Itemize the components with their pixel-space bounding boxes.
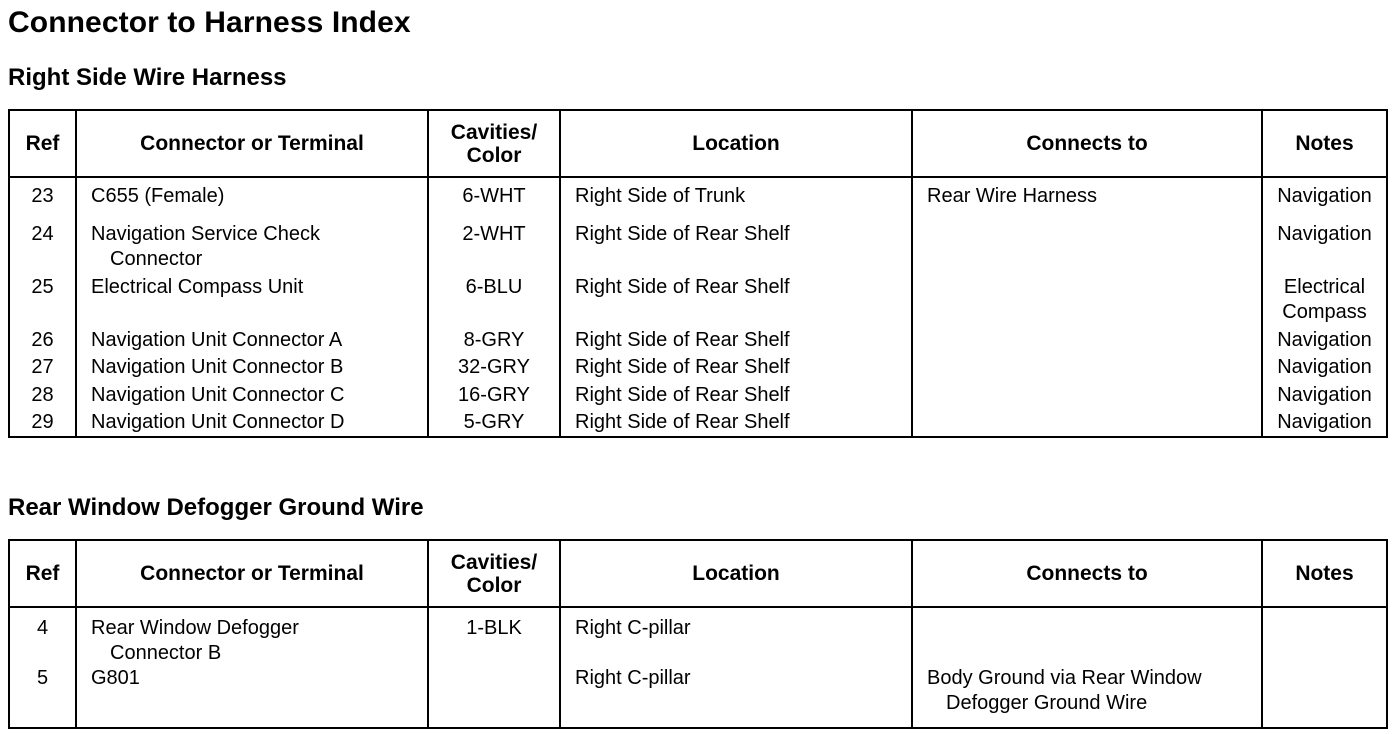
location-cell (560, 607, 912, 666)
col-header-location: Location (560, 110, 912, 177)
ref-text: 28 (31, 384, 54, 406)
table-row (9, 383, 1387, 410)
col-header-location: Location (560, 540, 912, 607)
connector-cell (76, 383, 428, 410)
cavities-color-text: 6-WHT (462, 185, 526, 207)
notes-cell (1262, 410, 1387, 437)
ref-cell (9, 177, 76, 222)
notes-cell (1262, 607, 1387, 666)
ref-cell (9, 355, 76, 383)
col-header-cavities-line2: Color (466, 143, 522, 167)
notes-cell (1262, 666, 1387, 728)
location-text: Right Side of Trunk (575, 185, 746, 207)
ref-cell (9, 222, 76, 275)
table-body (9, 177, 1387, 437)
connector-text: Navigation Unit Connector A (91, 329, 343, 351)
location-cell (560, 222, 912, 275)
connects-to-cell (912, 355, 1262, 383)
ref-cell (9, 666, 76, 728)
connector-text: C655 (Female) (91, 185, 225, 207)
table-row (9, 410, 1387, 437)
location-text: Right Side of Rear Shelf (575, 276, 790, 298)
notes-cell (1262, 275, 1387, 328)
connector-text: Navigation Service Check (91, 223, 320, 245)
notes-text: Navigation (1277, 329, 1372, 351)
connects-to-cell (912, 666, 1262, 728)
cavities-color-cell (428, 328, 560, 355)
notes-continuation: Compass (1282, 301, 1367, 323)
cavities-color-cell (428, 383, 560, 410)
col-header-connects-to: Connects to (912, 540, 1262, 607)
connects-to-cell (912, 383, 1262, 410)
notes-text: Electrical (1283, 276, 1366, 298)
notes-text: Navigation (1277, 384, 1372, 406)
notes-cell (1262, 355, 1387, 383)
section-title-right-side-wire-harness: Right Side Wire Harness (8, 64, 287, 91)
table-row (9, 177, 1387, 222)
cavities-color-text: 6-BLU (465, 276, 523, 298)
connector-cell (76, 410, 428, 437)
cavities-color-cell (428, 607, 560, 666)
ref-cell (9, 328, 76, 355)
cavities-color-cell (428, 177, 560, 222)
location-text: Right C-pillar (575, 617, 691, 639)
cavities-color-cell (428, 666, 560, 728)
page-title: Connector to Harness Index (8, 6, 411, 39)
connects-to-text: Rear Wire Harness (927, 185, 1098, 207)
table-row (9, 355, 1387, 383)
col-header-cavities-line1: Cavities/ (450, 120, 538, 144)
location-cell (560, 275, 912, 328)
connects-to-cell (912, 410, 1262, 437)
connects-to-continuation: Defogger Ground Wire (946, 692, 1148, 714)
connector-cell (76, 355, 428, 383)
connects-to-cell (912, 328, 1262, 355)
col-header-cavities-line2: Color (466, 573, 522, 597)
location-cell (560, 355, 912, 383)
connects-to-cell (912, 275, 1262, 328)
col-header-cavities (428, 540, 560, 607)
table-row (9, 222, 1387, 275)
connector-cell (76, 177, 428, 222)
connector-text: Navigation Unit Connector D (91, 411, 345, 433)
cavities-color-text: 32-GRY (458, 356, 530, 378)
notes-text: Navigation (1277, 223, 1372, 245)
ref-text: 27 (31, 356, 54, 378)
rear-window-defogger-ground-wire-table (8, 539, 1388, 729)
location-text: Right Side of Rear Shelf (575, 329, 790, 351)
col-header-connector: Connector or Terminal (76, 540, 428, 607)
connector-text: Navigation Unit Connector C (91, 384, 345, 406)
col-header-connector: Connector or Terminal (76, 110, 428, 177)
table-row (9, 607, 1387, 666)
section-title-rear-window-defogger-ground-wire: Rear Window Defogger Ground Wire (8, 494, 424, 521)
table-row (9, 666, 1387, 728)
ref-text: 23 (31, 185, 54, 207)
col-header-ref: Ref (9, 110, 76, 177)
connector-text: G801 (91, 667, 140, 689)
cavities-color-cell (428, 222, 560, 275)
connector-continuation: Connector B (110, 642, 222, 664)
notes-cell (1262, 222, 1387, 275)
col-header-connects-to: Connects to (912, 110, 1262, 177)
location-cell (560, 177, 912, 222)
cavities-color-cell (428, 275, 560, 328)
connector-continuation: Connector (110, 248, 203, 270)
cavities-color-cell (428, 410, 560, 437)
ref-text: 5 (36, 667, 49, 689)
location-cell (560, 328, 912, 355)
location-cell (560, 666, 912, 728)
cavities-color-text: 8-GRY (463, 329, 525, 351)
right-side-wire-harness-table (8, 109, 1388, 438)
cavities-color-text: 5-GRY (463, 411, 525, 433)
connects-to-text: Body Ground via Rear Window (927, 667, 1202, 689)
cavities-color-text: 1-BLK (466, 617, 522, 639)
ref-cell (9, 410, 76, 437)
location-text: Right Side of Rear Shelf (575, 411, 790, 433)
location-text: Right Side of Rear Shelf (575, 384, 790, 406)
notes-text: Navigation (1277, 411, 1372, 433)
cavities-color-cell (428, 355, 560, 383)
cavities-color-text: 16-GRY (458, 384, 530, 406)
connector-cell (76, 607, 428, 666)
col-header-notes: Notes (1262, 540, 1387, 607)
location-text: Right Side of Rear Shelf (575, 223, 790, 245)
ref-text: 4 (36, 617, 49, 639)
connects-to-cell (912, 177, 1262, 222)
location-cell (560, 383, 912, 410)
connector-text: Rear Window Defogger (91, 617, 299, 639)
connector-cell (76, 666, 428, 728)
ref-text: 26 (31, 329, 54, 351)
connector-cell (76, 328, 428, 355)
location-text: Right C-pillar (575, 667, 691, 689)
col-header-cavities-line1: Cavities/ (450, 550, 538, 574)
ref-text: 29 (31, 411, 54, 433)
col-header-cavities (428, 110, 560, 177)
location-text: Right Side of Rear Shelf (575, 356, 790, 378)
col-header-notes: Notes (1262, 110, 1387, 177)
ref-text: 25 (31, 276, 54, 298)
col-header-ref: Ref (9, 540, 76, 607)
ref-cell (9, 607, 76, 666)
table-body (9, 607, 1387, 728)
table-header-row (9, 110, 1387, 177)
connector-cell (76, 222, 428, 275)
ref-text: 24 (31, 223, 54, 245)
ref-cell (9, 275, 76, 328)
notes-cell (1262, 328, 1387, 355)
table-row (9, 328, 1387, 355)
notes-text: Navigation (1277, 185, 1372, 207)
notes-cell (1262, 177, 1387, 222)
connector-text: Electrical Compass Unit (91, 276, 304, 298)
notes-cell (1262, 383, 1387, 410)
connector-cell (76, 275, 428, 328)
notes-text: Navigation (1277, 356, 1372, 378)
connects-to-cell (912, 222, 1262, 275)
location-cell (560, 410, 912, 437)
connector-text: Navigation Unit Connector B (91, 356, 344, 378)
table-row (9, 275, 1387, 328)
ref-cell (9, 383, 76, 410)
table-header-row (9, 540, 1387, 607)
cavities-color-text: 2-WHT (462, 223, 526, 245)
connects-to-cell (912, 607, 1262, 666)
